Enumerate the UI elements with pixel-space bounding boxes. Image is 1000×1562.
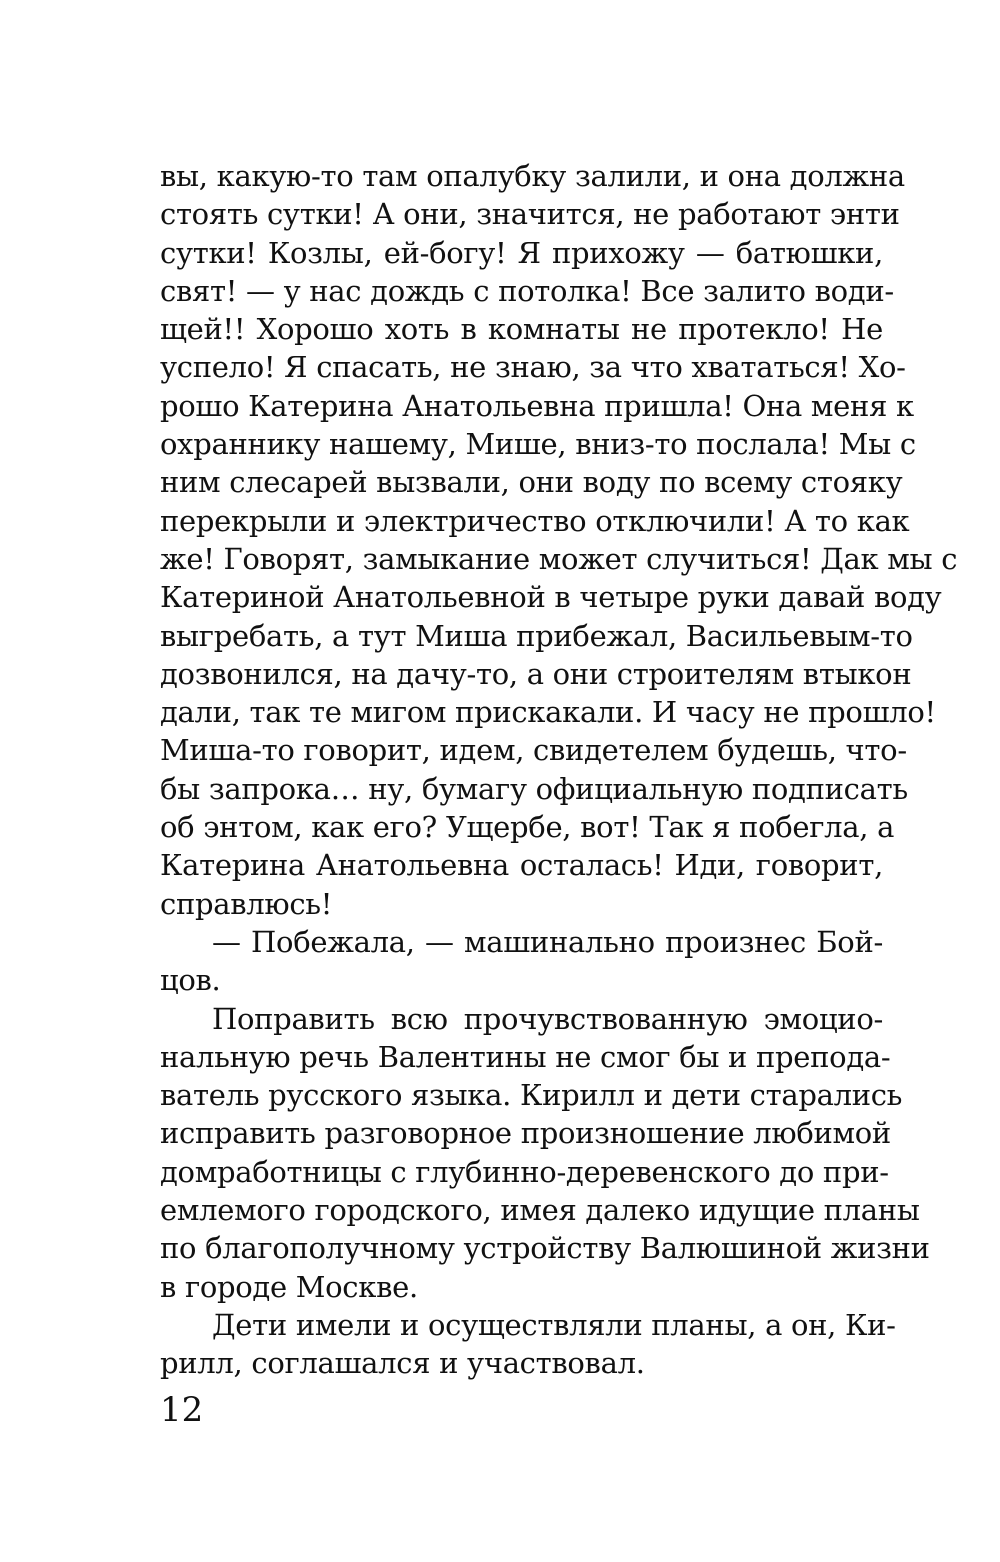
text-line: Катерина Анатольевна осталась! Иди, говорит, — [160, 848, 883, 883]
text-line: же! Говорят, замыкание может случиться! Дак мы с — [160, 541, 958, 576]
text-line: бы запрока… ну, бумагу официальную подписать — [160, 771, 908, 806]
text-line: охраннику нашему, Мише, вниз-то послала! Мы с — [160, 427, 916, 462]
text-line: емлемого городского, имея далеко идущие планы — [160, 1193, 920, 1228]
text-line: ним слесарей вызвали, они воду по всему стояку — [160, 465, 903, 500]
text-line: рилл, соглашался и участвовал. — [160, 1346, 645, 1381]
text-line: цов. — [160, 963, 221, 998]
text-line: перекрыли и электричество отключили! А то как — [160, 503, 910, 538]
text-line: исправить разговорное произношение любимой — [160, 1116, 891, 1151]
text-line: Катериной Анатольевной в четыре руки давай воду — [160, 580, 942, 615]
text-line: Поправить всю прочувствованную эмоцио- — [212, 1001, 883, 1036]
text-line: выгребать, а тут Миша прибежал, Васильевым-то — [160, 618, 913, 653]
text-line: дали, так те мигом прискакали. И часу не прошло! — [160, 695, 936, 730]
text-line: нальную речь Валентины не смог бы и препода- — [160, 1039, 891, 1074]
text-line: сутки! Козлы, ей-богу! Я прихожу — батюшки, — [160, 235, 883, 270]
text-line: дозвонился, на дачу-то, а они строителям втыкон — [160, 656, 912, 691]
text-line: в городе Москве. — [160, 1269, 418, 1304]
text-line: — Побежала, — машинально произнес Бой- — [212, 924, 883, 959]
text-line: ватель русского языка. Кирилл и дети старались — [160, 1078, 903, 1113]
text-line: домработницы с глубинно-деревенского до при- — [160, 1154, 889, 1189]
text-line: щей!! Хорошо хоть в комнаты не протекло! Не — [160, 312, 883, 347]
text-line: по благополучному устройству Валюшиной жизни — [160, 1231, 930, 1266]
text-line: стоять сутки! А они, значится, не работают энти — [160, 197, 900, 232]
page-number: 12 — [160, 1390, 204, 1430]
text-line: рошо Катерина Анатольевна пришла! Она меня к — [160, 388, 914, 423]
text-line: успело! Я спасать, не знаю, за что хвататься! Хо- — [160, 350, 906, 385]
body-text — [160, 157, 958, 1383]
text-line: Дети имели и осуществляли планы, а он, Ки- — [212, 1307, 896, 1342]
text-line: об энтом, как его? Ущербе, вот! Так я побегла, а — [160, 810, 895, 845]
text-line: справлюсь! — [160, 886, 333, 921]
text-line: свят! — у нас дождь с потолка! Все залито води- — [160, 273, 894, 308]
text-line: вы, какую-то там опалубку залили, и она должна — [160, 159, 905, 193]
text-line: Миша-то говорит, идем, свидетелем будешь, что- — [160, 733, 907, 768]
